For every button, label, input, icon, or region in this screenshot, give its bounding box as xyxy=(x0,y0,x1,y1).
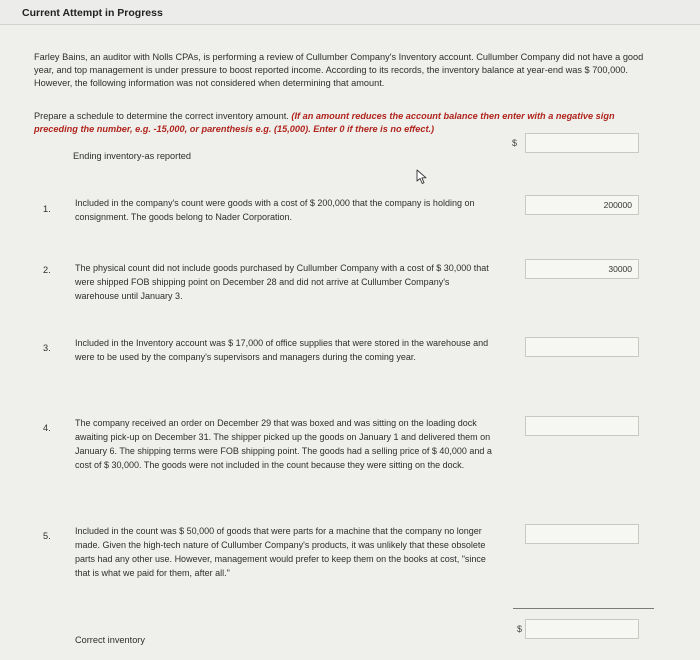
item-5-input[interactable] xyxy=(525,524,639,544)
correct-inventory-label: Correct inventory xyxy=(75,635,145,645)
ending-dollar-sign: $ xyxy=(512,138,518,148)
item-1-description: Included in the company's count were goods with a cost of $ 200,000 that the company is holding on consignment. The goods belong to Nader Corporation. xyxy=(75,198,475,222)
item-2-number: 2. xyxy=(43,265,51,275)
item-4-number: 4. xyxy=(43,423,51,433)
header-title: Current Attempt in Progress xyxy=(22,7,163,19)
correct-dollar-sign: $ xyxy=(517,624,523,634)
problem-intro: Farley Bains, an auditor with Nolls CPAs, is performing a review of Cullumber Company's Inventory account. Cullumber Company did not have a good year, and top management is under pressure to boost reported income. According to its records, the inventory balance at year-end was $ 700,000. However, the following information was not considered when determining that amount. xyxy=(34,52,644,88)
item-1-number: 1. xyxy=(43,204,51,214)
item-5-description: Included in the count was $ 50,000 of goods that were parts for a machine that the company no longer made. Given the high-tech nature of Cullumber Company's products, it was unlikely that these obsolete parts had any other use. However, management would prefer to keep them on the books at cost, "since that is what we paid for them, after all." xyxy=(75,526,486,578)
ending-inventory-input[interactable] xyxy=(525,133,639,153)
correct-inventory-input[interactable] xyxy=(525,619,639,639)
instruction-text: Prepare a schedule to determine the correct inventory amount. xyxy=(34,111,289,121)
item-3-input[interactable] xyxy=(525,337,639,357)
item-2-input[interactable] xyxy=(525,259,639,279)
item-5-number: 5. xyxy=(43,531,51,541)
item-1-input[interactable] xyxy=(525,195,639,215)
mouse-cursor-icon xyxy=(416,169,428,185)
item-4-input[interactable] xyxy=(525,416,639,436)
total-rule xyxy=(513,608,654,609)
item-3-description: Included in the Inventory account was $ 17,000 of office supplies that were stored in the warehouse and were to be used by the company's supervisors and managers during the coming year. xyxy=(75,338,489,362)
item-4-description: The company received an order on December 29 that was boxed and was sitting on the loading dock awaiting pick-up on December 31. The shipper picked up the goods on January 1 and delivered them on January 6. The shipping terms were FOB shipping point. The goods had a selling price of $ 40,000 and a cost of $ 30,000. The goods were not included in the count because they were sitting on the dock. xyxy=(75,418,492,470)
ending-inventory-label: Ending inventory-as reported xyxy=(73,151,191,161)
attempt-header xyxy=(0,0,700,25)
instruction-emphasis: (If an amount reduces the account balance then enter with a negative sign preceding the number, e.g. -15,000, or parenthesis e.g. (15,000). Enter 0 if there is no effect.) xyxy=(34,111,615,134)
item-3-number: 3. xyxy=(43,343,51,353)
item-2-description: The physical count did not include goods purchased by Cullumber Company with a cost of $ 30,000 that were shipped FOB shipping point on December 28 and did not arrive at Cullumber Company's warehouse until January 3. xyxy=(75,263,489,301)
